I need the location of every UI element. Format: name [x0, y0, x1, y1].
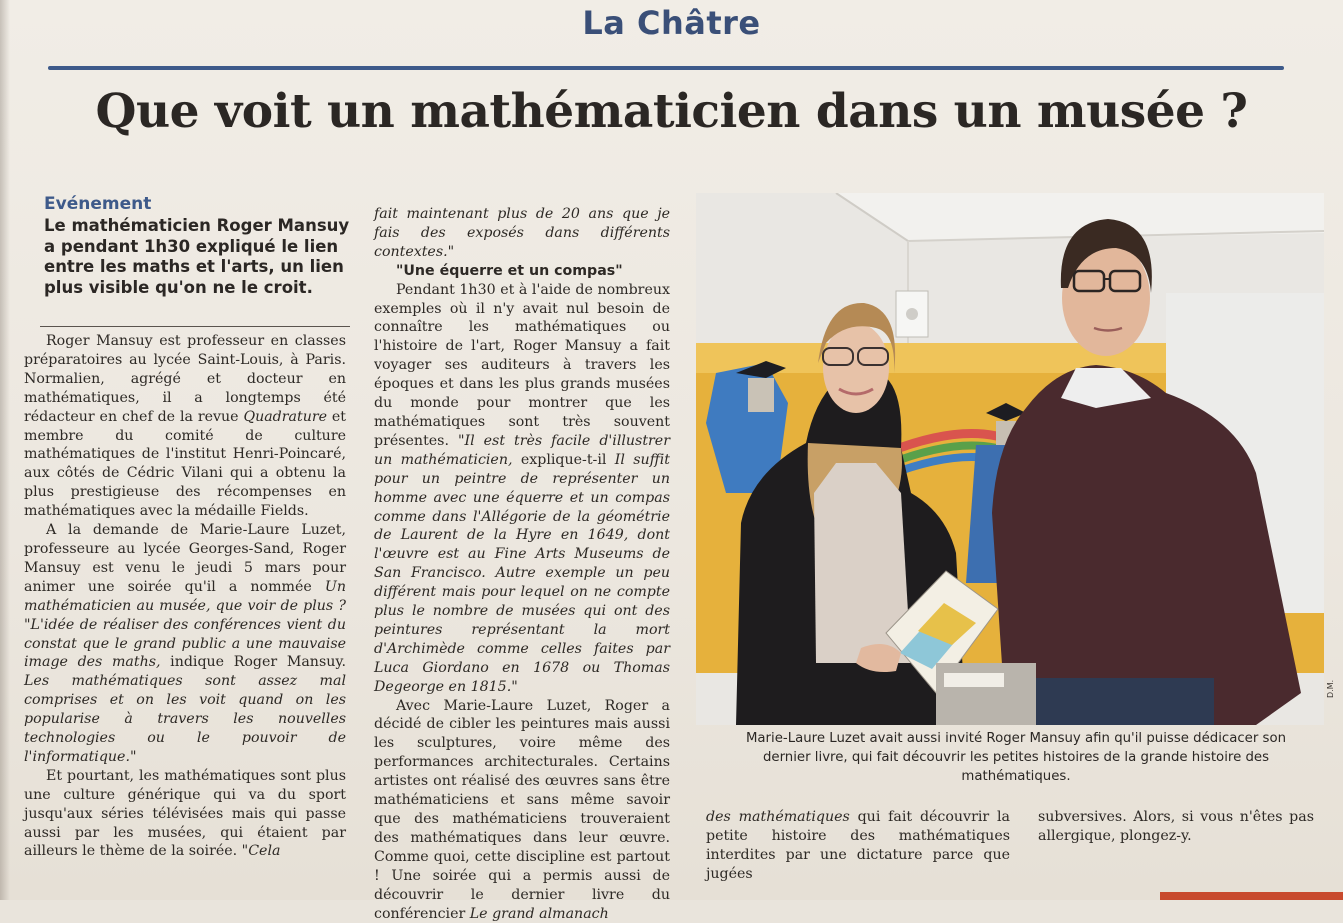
paragraph: subversives. Alors, si vous n'êtes pas allergique, plongez-y.	[1038, 809, 1314, 844]
article-chapo: Le mathématicien Roger Mansuy a pendant 1h30 expliqué le lien entre les maths et l'arts, un lien plus visible qu'on ne le croit.	[44, 216, 350, 297]
paragraph: Et pourtant, les mathématiques sont plus une culture générique qui va du sport jusqu'aux séries télévisées mais qui passe aussi par les musées, qui étaient par ailleurs le thème de la soirée. "Cela	[24, 767, 346, 860]
article-rubric: Evénement	[44, 194, 152, 214]
paragraph: Roger Mansuy est professeur en classes préparatoires au lycée Saint-Louis, à Paris. Normalien, agrégé et docteur en mathématiques, il a longtemps été rédacteur en chef de la revue Quadrature et membre du comité de culture mathématiques de l'institut Henri-Poincaré, aux côtés de Cédric Vilani qui a obtenu la plus prestigieuse des récompenses en mathématiques avec la médaille Fields.	[24, 333, 346, 520]
paragraph: A la demande de Marie-Laure Luzet, professeure au lycée Georges-Sand, Roger Mansuy est venu le jeudi 5 mars pour animer une soirée qu'il a nommée Un mathématicien au musée, que voir de plus ? "L'idée de réaliser des conférences vient du constat que le grand public a une mauvaise image des maths, indique Roger Mansuy. Les mathématiques sont assez mal comprises et on les voit quand on les popularise à travers les nouvelles technologies ou le pouvoir de l'informatique."	[24, 522, 347, 765]
article-subhead: "Une équerre et un compas"	[396, 262, 623, 279]
photo-illustration	[696, 193, 1324, 725]
article-headline: Que voit un mathématicien dans un musée ?	[95, 84, 1248, 139]
paragraph: des mathématiques qui fait découvrir la petite histoire des mathématiques interdites par une dictature parce que jugées	[706, 809, 1010, 882]
photo-caption: Marie-Laure Luzet avait aussi invité Roger Mansuy afin qu'il puisse dédicacer son dernier livre, qui fait découvrir les petites histoires de la grande histoire des mathématiques.	[745, 731, 1287, 784]
paragraph: Avec Marie-Laure Luzet, Roger a décidé de cibler les peintures mais aussi les sculptures, voire même des performances architecturales. Certains artistes ont réalisé des œuvres sans être mathématiciens et sans même savoir que des mathématiciens trouveraient des mathématiques dans leur œuvre. Comme quoi, cette discipline est partout ! Une soirée qui a permis aussi de découvrir le dernier livre du conférencier Le grand almanach	[374, 697, 670, 922]
section-title: La Châtre	[582, 4, 761, 42]
article-column-4	[1038, 808, 1314, 846]
section-rule	[48, 66, 1284, 70]
photo-credit: D.M.	[1326, 679, 1335, 698]
article-column-3	[706, 808, 1010, 884]
paragraph: fait maintenant plus de 20 ans que je fais des exposés dans différents contextes."	[374, 206, 670, 260]
chapo-divider	[40, 326, 350, 327]
article-column-2	[374, 205, 670, 923]
article-photo	[696, 193, 1324, 725]
paragraph: Pendant 1h30 et à l'aide de nombreux exemples où il n'y avait nul besoin de connaître les mathématiques ou l'histoire de l'art, Roger Mansuy a fait voyager ses auditeurs à travers les époques et dans les plus grands musées du monde pour montrer que les mathématiques sont très souvent présentes. "Il est très facile d'illustrer un mathématicien, explique-t-il Il suffit pour un peintre de représenter un homme avec une équerre et un compas comme dans l'Allégorie de la géométrie de Laurent de la Hyre en 1649, dont l'œuvre est au Fine Arts Museums de San Francisco. Autre exemple un peu différent mais pour lequel on ne compte plus le nombre de musées qui ont des peintures représentant la mort d'Archimède comme celles faites par Luca Giordano en 1678 ou Thomas Degeorge en 1815."	[374, 281, 670, 695]
article-column-1	[24, 332, 346, 861]
page-bottom-accent	[1160, 892, 1343, 900]
